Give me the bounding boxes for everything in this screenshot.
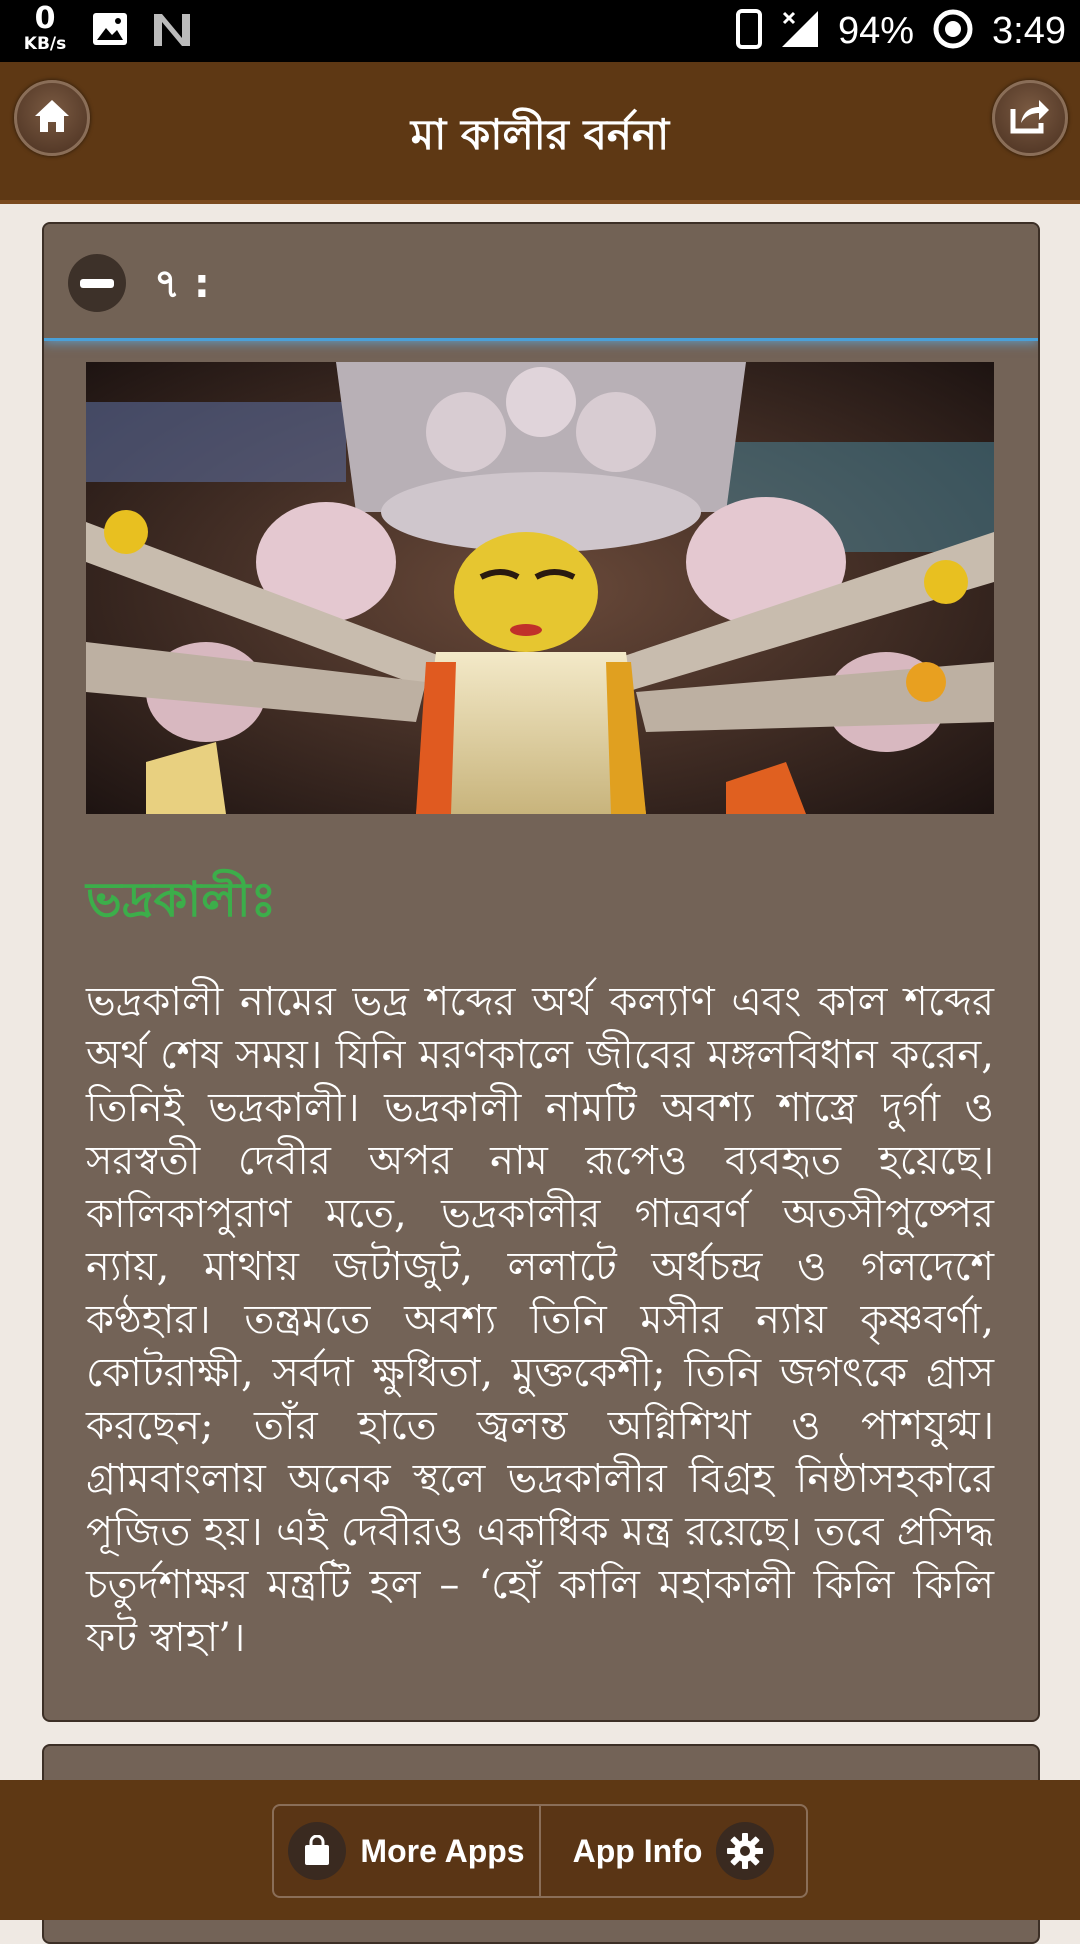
speed-value: 0 <box>34 1 56 36</box>
card-number: ৭ : <box>154 261 210 307</box>
battery-percent: 94% <box>837 9 915 52</box>
bottom-bar <box>0 1780 1080 1920</box>
speed-unit: KB/s <box>23 34 67 54</box>
description-text: ভদ্রকালী নামের ভদ্র শব্দের অর্থ কল্যাণ এবং কাল শব্দের অর্থ শেষ সময়। যিনি মরণকালে জীবের মঙ্গলবিধান করেন, তিনিই ভদ্রকালী। ভদ্রকালী নামটি অবশ্য শাস্ত্রে দুর্গা ও সরস্বতী দেবীর অপর নাম রূপেও ব্যবহৃত হয়েছে। কালিকাপুরাণ মতে, ভদ্রকালীর গাত্রবর্ণ অতসীপুষ্পের ন্যায়, মাথায় জটাজুট, ললাটে অর্ধচন্দ্র ও গলদেশে কণ্ঠহার। তন্ত্রমতে অবশ্য তিনি মসীর ন্যায় কৃষ্ণবর্ণা, কোটরাক্ষী, সর্বদা ক্ষুধিতা, মুক্তকেশী; তিনি জগৎকে গ্রাস করছেন; তাঁর হাতে জ্বলন্ত অগ্নিশিখা ও পাশযুগ্ম।গ্রামবাংলায় অনেক স্থলে ভদ্রকালীর বিগ্রহ নিষ্ঠাসহকারে পূজিত হয়। এই দেবীরও একাধিক মন্ত্র রয়েছে। তবে প্রসিদ্ধ চতুর্দশাক্ষর মন্ত্রটি হল – ‘হোঁ কালি মহাকালী কিলি কিলি ফট স্বাহা’। <box>86 979 994 1661</box>
gear-icon <box>716 1822 774 1880</box>
battery-saver-icon <box>932 8 974 54</box>
app-info-label: App Info <box>572 1832 703 1869</box>
signal-icon <box>780 9 820 53</box>
network-speed <box>20 1 70 54</box>
more-apps-label: More Apps <box>360 1832 525 1869</box>
collapse-button[interactable] <box>68 254 126 312</box>
status-bar <box>0 0 1080 62</box>
app-header <box>0 62 1080 204</box>
minus-icon <box>80 279 114 288</box>
section-subtitle: ভদ্রকালীঃ <box>86 872 277 928</box>
app-info-button[interactable] <box>539 1806 806 1896</box>
app-n-icon <box>152 12 192 52</box>
page-title: মা কালীর বর্ননা <box>410 110 670 159</box>
more-apps-button[interactable] <box>274 1806 539 1896</box>
phone-icon <box>736 9 762 53</box>
card-header[interactable] <box>44 224 1038 341</box>
share-button[interactable] <box>992 80 1068 156</box>
deity-image <box>86 362 994 814</box>
shopping-bag-icon <box>288 1822 346 1880</box>
content-card <box>42 222 1040 1722</box>
clock: 3:49 <box>992 9 1066 52</box>
gallery-icon <box>92 12 128 50</box>
bottom-button-group <box>272 1804 808 1898</box>
share-icon <box>1009 97 1051 139</box>
